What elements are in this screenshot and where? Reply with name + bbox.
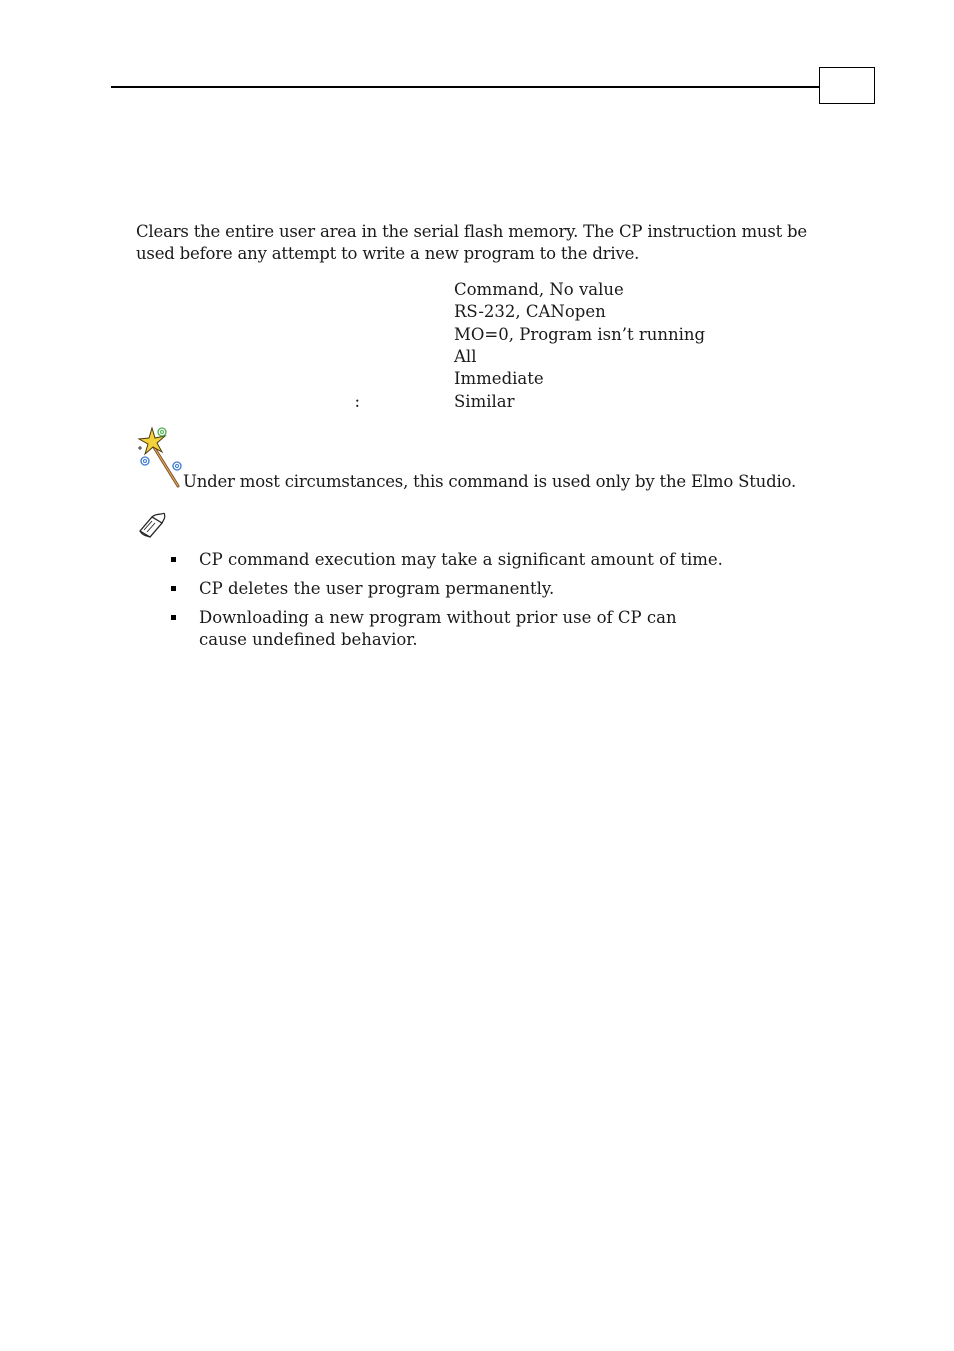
attribute-value: All: [454, 347, 477, 366]
attribute-row-activation: [136, 368, 836, 390]
header-rule: [111, 86, 819, 88]
note-text: CP command execution may take a significant amount of time.: [199, 550, 723, 569]
note-list-item: [171, 578, 731, 600]
bullet-marker: [171, 586, 176, 591]
attribute-row-range: [136, 346, 836, 368]
note-list-item: [171, 549, 731, 571]
note-text: Downloading a new program without prior use of CP can cause undefined behavior.: [199, 608, 677, 649]
note-text: CP deletes the user program permanently.: [199, 579, 555, 598]
attribute-label: :: [354, 392, 360, 411]
attribute-value: Immediate: [454, 369, 544, 388]
attribute-row-compatibility: [136, 391, 836, 413]
attribute-row-source: [136, 301, 836, 323]
command-description: Clears the entire user area in the serial flash memory. The CP instruction must be used before any attempt to write a new program to the drive.: [136, 222, 807, 263]
attribute-value: Command, No value: [454, 280, 624, 299]
tip-text: Under most circumstances, this command is used only by the Elmo Studio.: [183, 472, 797, 491]
bullet-marker: [171, 615, 176, 620]
attribute-value: RS-232, CANopen: [454, 302, 606, 321]
magic-wand-icon: [136, 424, 184, 490]
attribute-row-restrictions: [136, 324, 836, 346]
bullet-marker: [171, 557, 176, 562]
note-pad-icon: [136, 509, 168, 541]
attribute-row-type: [136, 279, 836, 301]
attribute-value: MO=0, Program isn’t running: [454, 325, 706, 344]
page-number-box: [819, 67, 875, 104]
note-list-item: [171, 607, 731, 651]
attribute-value: Similar: [454, 392, 515, 411]
